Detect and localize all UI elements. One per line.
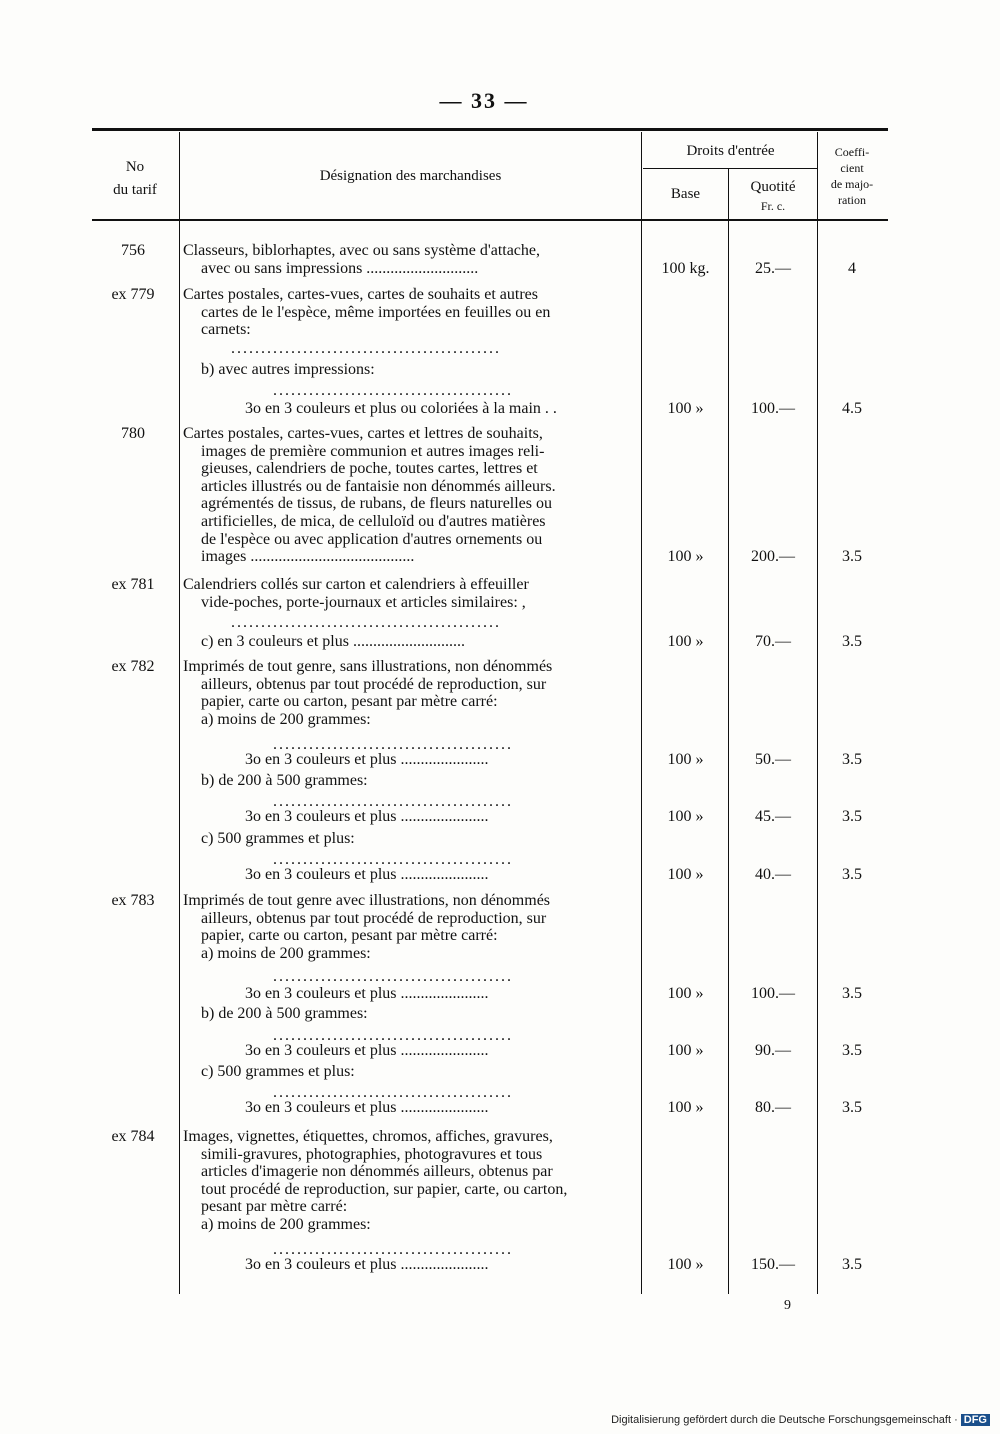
page-number: — 33 —: [439, 88, 529, 113]
base-duty: 100 »: [667, 751, 704, 768]
designation-line: agrémentés de tissus, de rubans, de fleurs naturelles ou: [201, 495, 553, 513]
designation-text: [183, 968, 635, 986]
designation-line: b) avec autres impressions:: [201, 361, 375, 378]
designation-line: pesant par mètre carré:: [201, 1198, 348, 1216]
base-duty: 100 »: [667, 1099, 704, 1116]
designation-line: 3o en 3 couleurs et plus ......................: [245, 808, 489, 825]
designation-line: vide-poches, porte-journaux et articles similaires: ,: [201, 593, 526, 611]
header-tariff-no-line1: No: [125, 159, 145, 175]
designation-line: simili-gravures, photographies, photogravures et tous: [201, 1145, 543, 1163]
designation-line: Cartes postales, cartes-vues, cartes de souhaits et autres: [183, 286, 538, 303]
designation-line: ailleurs, obtenus par tout procédé de reproduction, sur: [201, 909, 547, 927]
designation-line: Imprimés de tout genre, sans illustrations, non dénommés: [183, 658, 553, 675]
designation-line: 3o en 3 couleurs et plus ou coloriées à la main . .: [245, 400, 557, 417]
designation-text: [183, 866, 635, 884]
droits-subrule: [643, 168, 818, 169]
designation-line: b) de 200 à 500 grammes:: [201, 1005, 368, 1022]
designation-line: b) de 200 à 500 grammes:: [201, 772, 368, 789]
designation-line: ailleurs, obtenus par tout procédé de reproduction, sur: [201, 675, 547, 693]
header-coef-line1: Coeffi-: [834, 145, 870, 159]
header-coef-line3: de majo-: [830, 177, 874, 191]
base-duty: 100 »: [667, 985, 704, 1002]
tariff-number: ex 782: [111, 658, 155, 675]
designation-text: [183, 400, 635, 418]
col-divider-3: [728, 169, 729, 1294]
header-coef-line4: ration: [838, 193, 866, 207]
designation-text: [183, 1099, 635, 1117]
designation-line: a) moins de 200 grammes:: [201, 944, 371, 962]
footer-page-number: 9: [784, 1298, 791, 1313]
coefficient-value: 3.5: [842, 985, 862, 1002]
quotite-value: 200.—: [751, 548, 795, 566]
designation-line: 3o en 3 couleurs et plus ......................: [245, 1042, 489, 1059]
designation-line: carnets:: [201, 321, 251, 339]
designation-line: c) en 3 couleurs et plus ............................: [201, 633, 465, 650]
designation-line: 3o en 3 couleurs et plus ......................: [245, 866, 489, 883]
header-bottom-rule: [92, 219, 888, 221]
designation-line: papier, carte ou carton, pesant par mètre carré:: [201, 693, 498, 711]
coefficient-value: 3.5: [842, 548, 862, 566]
designation-text: [183, 772, 635, 790]
leader-dots: ........................................: [273, 736, 513, 753]
designation-line: artificielles, de mica, de celluloïd ou d'autres matières: [201, 512, 546, 530]
designation-line: gieuses, calendriers de poche, toutes cartes, lettres et: [201, 460, 538, 478]
quotite-value: 25.—: [755, 259, 791, 277]
header-tariff-no: [92, 158, 178, 200]
col-divider-4: [817, 132, 818, 1294]
designation-text: [183, 340, 635, 358]
designation-text: [183, 1128, 635, 1234]
designation-line: 3o en 3 couleurs et plus ......................: [245, 751, 489, 768]
designation-text: [183, 808, 635, 826]
coefficient-value: 3.5: [842, 1042, 862, 1059]
dfg-logo: DFG: [961, 1414, 990, 1426]
designation-text: [183, 1256, 635, 1274]
designation-line: images de première communion et autres images reli-: [201, 442, 545, 460]
designation-line: Images, vignettes, étiquettes, chromos, affiches, gravures,: [183, 1128, 553, 1145]
coefficient-value: 3.5: [842, 808, 862, 825]
designation-text: [183, 1042, 635, 1060]
header-base: Base: [670, 186, 701, 202]
designation-text: [183, 1063, 635, 1081]
base-duty: 100 kg.: [661, 259, 710, 277]
coefficient-value: 3.5: [842, 751, 862, 768]
designation-line: c) 500 grammes et plus:: [201, 830, 355, 847]
coefficient-value: 3.5: [842, 1099, 862, 1116]
base-duty: 100 »: [667, 633, 704, 650]
designation-text: [183, 425, 635, 566]
col-divider-2: [641, 132, 642, 1294]
leader-dots: ........................................: [273, 1084, 513, 1101]
designation-text: [183, 286, 635, 339]
designation-line: 3o en 3 couleurs et plus ......................: [245, 1256, 489, 1273]
designation-text: [183, 633, 635, 651]
coefficient-value: 4.5: [842, 400, 862, 417]
leader-dots: ........................................: [273, 968, 513, 985]
tariff-number: 780: [121, 425, 145, 442]
quotite-value: 100.—: [751, 985, 795, 1002]
designation-line: Calendriers collés sur carton et calendriers à effeuiller: [183, 576, 529, 593]
coefficient-value: 3.5: [842, 866, 862, 883]
base-duty: 100 »: [667, 1042, 704, 1059]
designation-text: [183, 658, 635, 728]
base-duty: 100 »: [667, 1256, 704, 1273]
designation-line: a) moins de 200 grammes:: [201, 1215, 371, 1233]
header-quotite: [728, 178, 818, 214]
designation-line: articles d'imagerie non dénommés ailleurs, obtenus par: [201, 1163, 553, 1181]
designation-line: Classeurs, biblorhaptes, avec ou sans système d'attache,: [183, 242, 541, 259]
coefficient-value: 3.5: [842, 1256, 862, 1273]
header-tariff-no-line2: du tarif: [113, 182, 157, 198]
leader-dots: ........................................: [273, 1027, 513, 1044]
designation-line: papier, carte ou carton, pesant par mètre carré:: [201, 927, 498, 945]
designation-text: [183, 576, 635, 611]
header-coefficient: [818, 144, 886, 208]
header-coef-line2: cient: [840, 161, 864, 175]
base-duty: 100 »: [667, 866, 704, 883]
quotite-value: 40.—: [755, 866, 791, 883]
designation-line: de l'espèce ou avec application d'autres ornements ou: [201, 530, 543, 548]
leader-dots: .............................................: [231, 340, 501, 357]
designation-line: articles illustrés ou de fantaisie non dénommés ailleurs.: [201, 477, 556, 495]
designation-text: [183, 361, 635, 379]
designation-line: tout procédé de reproduction, sur papier, carte, ou carton,: [201, 1180, 568, 1198]
designation-text: [183, 242, 635, 277]
quotite-value: 90.—: [755, 1042, 791, 1059]
digitization-credit: [611, 1414, 990, 1426]
coefficient-value: 4: [848, 259, 856, 277]
designation-text: [183, 382, 635, 400]
quotite-value: 70.—: [755, 633, 791, 650]
tariff-number: ex 784: [111, 1128, 155, 1145]
leader-dots: ........................................: [273, 793, 513, 810]
col-divider-1: [179, 132, 180, 1294]
header-designation: Désignation des marchandises: [319, 168, 502, 184]
designation-line: c) 500 grammes et plus:: [201, 1063, 355, 1080]
header-droits: Droits d'entrée: [686, 143, 775, 159]
tariff-number: ex 781: [111, 576, 155, 593]
designation-line: a) moins de 200 grammes:: [201, 710, 371, 728]
leader-dots: ........................................: [273, 1241, 513, 1258]
quotite-value: 150.—: [751, 1256, 795, 1273]
credit-text: Digitalisierung gefördert durch die Deutsche Forschungsgemeinschaft ·: [611, 1414, 958, 1426]
designation-line: cartes de le l'espèce, même importées en feuilles ou en: [201, 303, 551, 321]
tariff-number: ex 783: [111, 892, 155, 909]
tariff-number: 756: [121, 242, 145, 259]
designation-line: Cartes postales, cartes-vues, cartes et lettres de souhaits,: [183, 425, 543, 442]
header-quotite-label: Quotité: [750, 179, 796, 195]
designation-text: [183, 892, 635, 962]
leader-dots: .............................................: [231, 614, 501, 631]
designation-line: 3o en 3 couleurs et plus ......................: [245, 1099, 489, 1116]
header-quotite-unit: Fr. c.: [760, 199, 786, 213]
designation-text: [183, 1005, 635, 1023]
base-duty: 100 »: [667, 400, 704, 417]
leader-dots: ........................................: [273, 851, 513, 868]
base-duty: 100 »: [667, 548, 704, 566]
quotite-value: 45.—: [755, 808, 791, 825]
leader-dots: ........................................: [273, 382, 513, 399]
quotite-value: 100.—: [751, 400, 795, 417]
designation-text: [183, 830, 635, 848]
quotite-value: 50.—: [755, 751, 791, 768]
designation-line: Imprimés de tout genre avec illustrations, non dénommés: [183, 892, 551, 909]
top-rule: [92, 128, 888, 131]
designation-line: images .........................................: [201, 548, 415, 566]
designation-text: [183, 751, 635, 769]
quotite-value: 80.—: [755, 1099, 791, 1116]
coefficient-value: 3.5: [842, 633, 862, 650]
designation-text: [183, 985, 635, 1003]
tariff-number: ex 779: [111, 286, 155, 303]
designation-line: avec ou sans impressions ............................: [201, 259, 479, 277]
designation-text: [183, 614, 635, 632]
base-duty: 100 »: [667, 808, 704, 825]
designation-line: 3o en 3 couleurs et plus ......................: [245, 985, 489, 1002]
